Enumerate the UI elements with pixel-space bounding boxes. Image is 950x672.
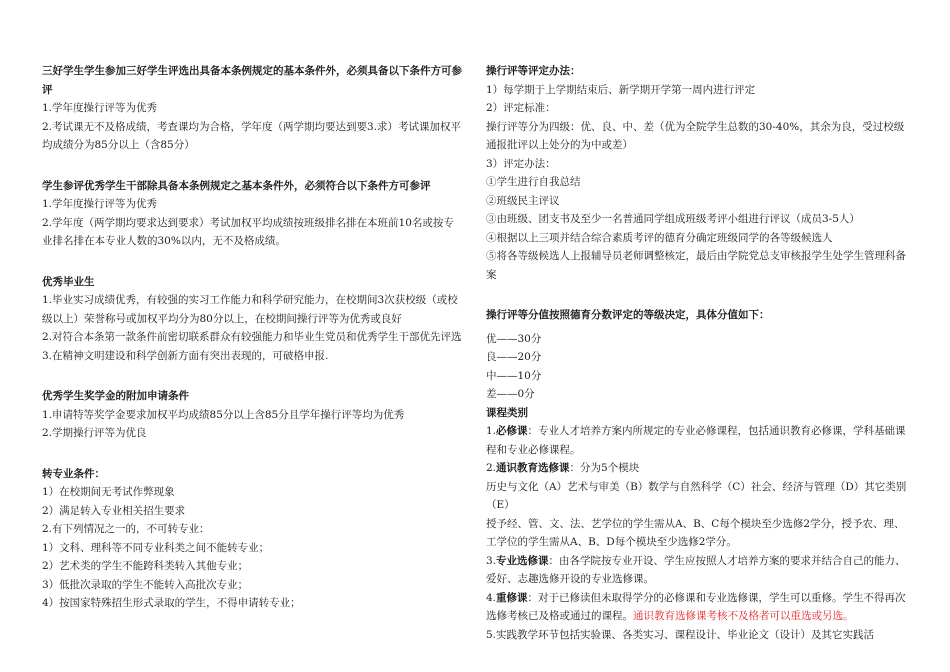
list-item: 4.重修课：对于已修读但未取得学分的必修课和专业选修课，学生可以重修。学生不得再次选修考核已及格或通过的课程。通识教育选修课考核不及格者可以重选或另选。	[486, 591, 906, 622]
left-column	[42, 62, 462, 613]
list-item: 1）在校期间无考试作弊现象	[42, 486, 175, 498]
section-heading: 操行评等分值按照德育分数评定的等级决定，具体分值如下：	[486, 309, 770, 321]
list-item: 1）每学期于上学期结束后、新学期开学第一周内进行评定	[486, 83, 756, 96]
course-type-text: ：由各学院按专业开设、学生应按照人才培养方案的要求并结合自己的能力、爱好、志趣选修开设的专业选修课。	[486, 554, 906, 585]
list-item: 中——10分	[486, 369, 542, 382]
list-item: 1）文科、理科等不同专业科类之间不能转专业；	[42, 541, 270, 554]
section-heading: 优秀学生奖学金的附加申请条件	[42, 390, 189, 402]
list-item: 3.专业选修课：由各学院按专业开设、学生应按照人才培养方案的要求并结合自己的能力、爱好、志趣选修开设的专业选修课。	[486, 554, 906, 585]
list-item: ⑤将各等级候选人上报辅导员老师调整核定，最后由学院党总支审核报学生处学生管理科备案	[486, 250, 906, 281]
course-type-key: 专业选修课	[496, 554, 549, 567]
list-item: 3.在精神文明建设和科学创新方面有突出表现的，可破格申报.	[42, 349, 329, 362]
list-item: 2.学年度（两学期均要求达到要求）考试加权平均成绩按班级排名排在本班前10名或按专业排名排在本专业人数的30%以内，无不及格成绩。	[42, 216, 454, 247]
list-item: 操行评等分为四级：优、良、中、差（优为全院学生总数的30-40%，其余为良，受过校级通报批评以上处分的为中或差）	[486, 120, 905, 151]
list-item: 1.学年度操行评等为优秀	[42, 198, 158, 210]
right-column	[486, 62, 910, 644]
list-item: 2.对符合本条第一款条件前密切联系群众有较强能力和毕业生党员和优秀学生干部优先评选	[42, 331, 462, 343]
list-item: 差——0分	[486, 388, 535, 400]
list-item: 良——20分	[486, 351, 542, 363]
list-item: 3）低批次录取的学生不能转入高批次专业；	[42, 578, 249, 591]
course-type-text: ：对于已修读但未取得学分的必修课和专业选修课，学生可以重修。学生不得再次选修考核已及格或通过的课程。	[486, 591, 906, 622]
list-item: 1.必修课：专业人才培养方案内所规定的专业必修课程，包括通识教育必修课，学科基础课程和专业必修课程。	[486, 425, 906, 456]
course-type-key: 重修课	[496, 591, 528, 604]
list-item: 2）满足转入专业相关招生要求	[42, 504, 186, 517]
section-heading: 转专业条件：	[42, 467, 105, 480]
list-item: 5.实践教学环节包括实验课、各类实习、课程设计、毕业论文（设计）及其它实践活	[486, 628, 875, 641]
section-heading: 课程类别	[486, 406, 528, 419]
list-item: 1.申请特等奖学金要求加权平均成绩85分以上含85分且学年操行评等均为优秀	[42, 408, 405, 421]
list-item: 1.毕业实习成绩优秀，有较强的实习工作能力和科学研究能力，在校期间3次获校级（或校级以上）荣誉称号或加权平均分为80分以上，在校期间操行评等为优秀或良好	[42, 294, 458, 325]
list-item: 3）评定办法：	[486, 157, 556, 170]
list-item: 2）艺术类的学生不能跨科类转入其他专业；	[42, 560, 249, 572]
course-type-text: ：分为5个模块	[569, 462, 640, 474]
list-item: ③由班级、团支书及至少一名普通同学组成班级考评小组进行评议（成员3-5人）	[486, 213, 860, 225]
section-heading: 学生参评优秀学生干部除具备本条例规定之基本条件外，必须符合以下条件方可参评	[42, 179, 431, 192]
list-item: ①学生进行自我总结	[486, 176, 581, 188]
list-item: 优——30分	[486, 332, 542, 345]
list-item: ④根据以上三项并结合综合素质考评的德育分确定班级同学的各等级候选人	[486, 231, 833, 244]
list-item: 2.考试课无不及格成绩，考查课均为合格，学年度（两学期均要达到要3.求）考试课加权平均成绩分为85分以上（含85分）	[42, 120, 462, 151]
section-heading: 三好学生学生参加三好学生评选出具备本条例规定的基本条件外，必须具备以下条件方可参评	[42, 65, 462, 96]
list-item: 1.学年度操行评等为优秀	[42, 102, 158, 114]
list-item: 2.学期操行评等为优良	[42, 427, 147, 439]
highlighted-note: 通识教育选修课考核不及格者可以重选或另选。	[633, 610, 854, 622]
list-item: 2）评定标准：	[486, 102, 556, 114]
course-type-key: 必修课	[496, 425, 528, 437]
course-type-key: 通识教育选修课	[496, 462, 570, 474]
list-item: 2.通识教育选修课：分为5个模块	[486, 462, 640, 474]
list-item: ②班级民主评议	[486, 194, 560, 207]
section-heading: 优秀毕业生	[42, 275, 95, 288]
section-heading: 操行评等评定办法：	[486, 65, 581, 77]
list-item: 4）按国家特殊招生形式录取的学生，不得申请转专业；	[42, 597, 301, 609]
list-item: 2.有下列情况之一的，不可转专业：	[42, 523, 210, 535]
list-item: 授予经、管、文、法、艺学位的学生需从A、B、C每个模块至少选修2学分，授予农、理、工学位的学生需从A、B、D每个模块至少选修2学分。	[486, 517, 905, 548]
course-type-text: ：专业人才培养方案内所规定的专业必修课程，包括通识教育必修课，学科基础课程和专业必修课程。	[486, 425, 906, 456]
list-item: 历史与文化（A）艺术与审美（B）数学与自然科学（C）社会、经济与管理（D）其它类别（E）	[486, 480, 907, 511]
